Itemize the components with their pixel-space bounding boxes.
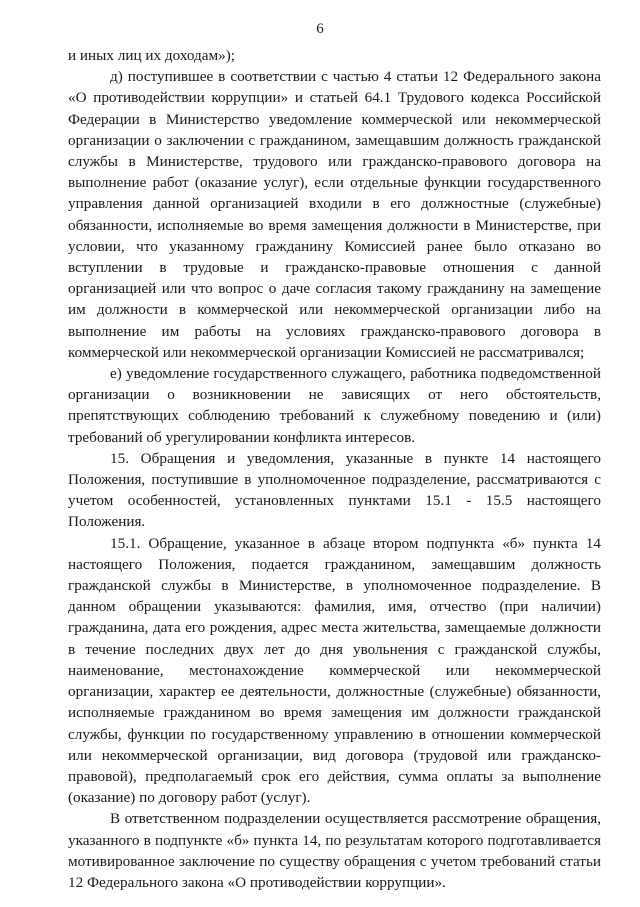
page-number: 6 (316, 21, 324, 37)
paragraph-responsible-unit: В ответственном подразделении осуществляется рассмотрение обращения, указанного в подпункте «б» пункта 14, по результатам которого подготавливается мотивированное заключение по существу обращения с учетом требований статьи 12 Федерального закона «О противодействии коррупции». (68, 810, 601, 891)
paragraph-clause-15: 15. Обращения и уведомления, указанные в пункте 14 настоящего Положения, поступившие в уполномоченное подразделение, рассматриваются с учетом особенностей, установленных пунктами 15.1 - 15.5 настоящего Положения. (68, 449, 601, 531)
paragraph-continuation: и иных лиц их доходам»); (68, 47, 235, 64)
document-body (68, 45, 601, 893)
paragraph-item-d: д) поступившее в соответствии с частью 4 статьи 12 Федерального закона «О противодействии коррупции» и статьей 64.1 Трудового кодекса Российской Федерации в Министерство уведомление коммерческой или некоммерческой организации о заключении с гражданином, замещавшим должность гражданской службы в Министерстве, трудового или гражданско-правового договора на выполнение работ (оказание услуг), если отдельные функции государственного управления данной организацией входили в его должностные (служебные) обязанности, исполняемые во время замещения должности в Министерстве, при условии, что указанному гражданину Комиссией ранее было отказано во вступлении в трудовые и гражданско-правовые отношения с данной организацией или что вопрос о даче согласия такому гражданину на замещение им должности в коммерческой или некоммерческой организации либо на выполнение им работы на условиях гражданско-правового договора в коммерческой или некоммерческой организации Комиссией не рассматривался; (68, 68, 601, 361)
paragraph-clause-15-1: 15.1. Обращение, указанное в абзаце втором подпункта «б» пункта 14 настоящего Положения, подается гражданином, замещавшим должность гражданской службы в Министерстве, в уполномоченное подразделение. В данном обращении указываются: фамилия, имя, отчество (при наличии) гражданина, дата его рождения, адрес места жительства, замещаемые должности в течение последних двух лет до дня увольнения с гражданской службы, наименование, местонахождение коммерческой или некоммерческой организации, характер ее деятельности, должностные (служебные) обязанности, исполняемые гражданином во время замещения им должности гражданской службы, функции по государственному управлению в отношении коммерческой или некоммерческой организации, вид договора (трудовой или гражданско-правовой), предполагаемый срок его действия, сумма оплаты за выполнение (оказание) по договору работ (услуг). (68, 534, 601, 807)
paragraph-item-e: е) уведомление государственного служащего, работника подведомственной организации о возникновении не зависящих от него обстоятельств, препятствующих соблюдению требований к служебному поведению и (или) требований об урегулировании конфликта интересов. (68, 365, 601, 446)
